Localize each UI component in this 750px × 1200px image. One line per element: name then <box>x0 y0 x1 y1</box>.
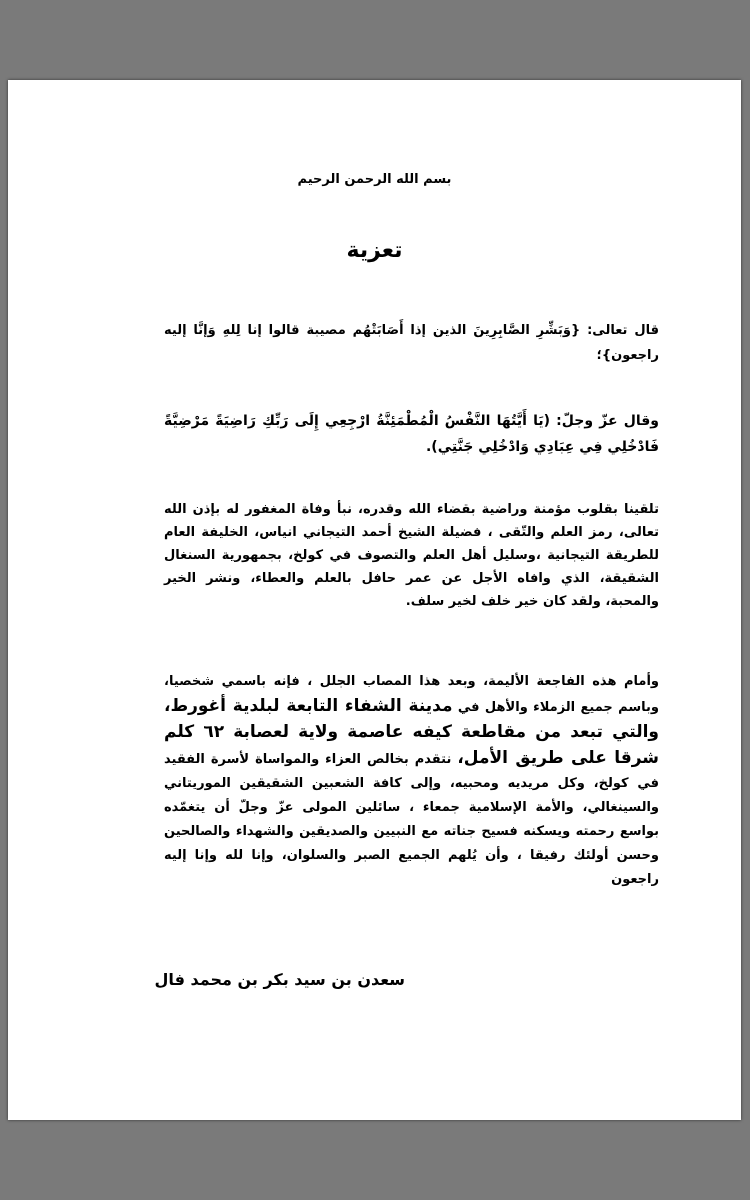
quran-verse-paragraph-2: وقال عزّ وجلّ: (يَا أَيَّتُهَا النَّفْسُ الْمُطْمَئِنَّةُ ارْجِعِي إِلَى رَبِّكِ رَاضِيَةً مَرْضِيَّةً فَادْخُلِي فِي عِبَادِي وَادْخُلِي جَنَّتِي). <box>164 413 659 455</box>
town-location-text: مدينة الشفاء التابعة لبلدية أغورط، والتي تبعد من مقاطعة كيفه عاصمة ولاية لعصابة ٦٢ كلم شرقا على طريق الأمل، <box>164 696 659 768</box>
basmala-heading: بسم الله الرحمن الرحيم <box>297 172 452 187</box>
condolence-message-intro: وأمام هذه الفاجعة الأليمة، وبعد هذا المصاب الجلل ، فإنه باسمي شخصيا، وباسم جميع الزملاء والأهل في <box>164 674 659 715</box>
condolence-message-paragraph <box>164 670 659 892</box>
signature-name: سعدن بن سيد بكر بن محمد فال <box>154 970 405 989</box>
condolence-announcement-paragraph: تلقينا بقلوب مؤمنة وراضية بقضاء الله وقدره، نبأ وفاة المغفور له بإذن الله تعالى، رمز العلم والتّقى ، فضيلة الشيخ أحمد التيجاني انياس، الخليفة العام للطريقة التيجانية ،وسليل أهل العلم والتصوف في كولخ، بجمهورية السنغال الشقيقة، الذي وافاه الأجل عن عمر حافل بالعلم والعطاء، ونشر الخير والمحبة، ولقد كان خير خلف لخير سلف. <box>164 502 659 609</box>
document-content <box>8 80 741 1120</box>
condolence-message-body: نتقدم بخالص العزاء والمواساة لأسرة الفقيد في كولخ، وكل مريديه ومحبيه، وإلى كافة الشعبين الشقيقين الموريتاني والسينغالي، والأمة الإسلامية جمعاء ، سائلين المولى عزّ وجلّ أن يتغمّده بواسع رحمته ويسكنه فسيح جناته مع النبيين والصديقين والشهداء والصالحين وحسن أولئك رفيقا ، وأن يُلهم الجميع الصبر والسلوان، وإنا لله وإنا إليه راجعون <box>164 752 659 887</box>
document-title: تعزية <box>346 238 403 263</box>
document-page <box>8 80 741 1120</box>
quran-verse-paragraph-1: قال تعالى: {وَبَشِّرِ الصَّابِرِينَ الذين إذا أَصَابَتْهُم مصيبة قالوا إنا لِلهِ وَإنَّا إليه راجعون}؛ <box>164 323 659 363</box>
